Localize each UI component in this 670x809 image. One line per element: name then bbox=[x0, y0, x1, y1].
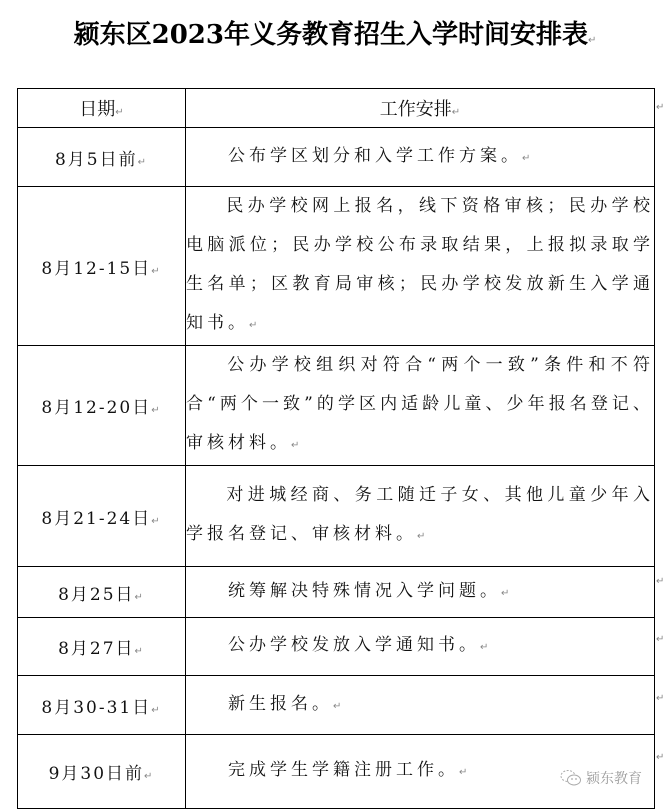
date-cell bbox=[18, 567, 186, 618]
work-text: 公办学校发放入学通知书。 bbox=[228, 635, 480, 655]
header-work-label: 工作安排 bbox=[379, 99, 452, 120]
paragraph-mark-icon: ↵ bbox=[459, 767, 472, 778]
table-row bbox=[18, 346, 655, 466]
table-row bbox=[18, 618, 655, 676]
date-text: 8月12-20日 bbox=[41, 398, 152, 418]
paragraph-mark-icon: ↵ bbox=[333, 700, 346, 712]
title-text: 颍东区2023年义务教育招生入学时间安排表 bbox=[73, 20, 588, 50]
work-text: 对进城经商、务工随迁子女、其他儿童少年入学报名登记、审核材料。 bbox=[186, 485, 654, 544]
schedule-table bbox=[17, 88, 655, 809]
date-text: 8月25日 bbox=[58, 584, 135, 605]
date-cell bbox=[18, 466, 186, 567]
date-text: 8月21-24日 bbox=[41, 508, 152, 529]
date-cell bbox=[18, 676, 186, 735]
paragraph-mark-icon: ↵ bbox=[134, 646, 145, 657]
date-cell bbox=[18, 128, 186, 187]
work-text: 民办学校网上报名，线下资格审核；民办学校电脑派位；民办学校公布录取结果，上报拟录取学生名单；区教育局审核；民办学校发放新生入学通知书。 bbox=[186, 196, 654, 333]
table-row bbox=[18, 466, 655, 567]
work-cell bbox=[186, 346, 655, 466]
row-end-mark-icon: ↵ bbox=[656, 576, 665, 587]
page-title bbox=[0, 14, 670, 51]
work-cell bbox=[186, 567, 655, 618]
work-text: 统筹解决特殊情况入学问题。 bbox=[228, 580, 501, 601]
table-row bbox=[18, 567, 655, 618]
paragraph-mark-icon: ↵ bbox=[137, 156, 149, 168]
watermark-text: 颍东教育 bbox=[586, 771, 642, 787]
date-cell bbox=[18, 187, 186, 346]
work-cell bbox=[186, 466, 655, 567]
date-text: 9月30日前 bbox=[48, 764, 145, 784]
table-row bbox=[18, 128, 655, 187]
paragraph-mark-icon: ↵ bbox=[151, 704, 162, 716]
paragraph-mark-icon: ↵ bbox=[249, 320, 262, 331]
date-text: 8月12-15日 bbox=[41, 258, 152, 279]
paragraph-mark-icon: ↵ bbox=[134, 591, 145, 603]
work-text: 公布学区划分和入学工作方案。 bbox=[228, 145, 522, 166]
date-cell bbox=[18, 346, 186, 466]
work-cell bbox=[186, 128, 655, 187]
date-text: 8月27日 bbox=[58, 639, 135, 659]
paragraph-mark-icon: ↵ bbox=[522, 152, 535, 164]
row-end-mark-icon: ↵ bbox=[656, 102, 665, 113]
paragraph-mark-icon: ↵ bbox=[291, 440, 304, 451]
paragraph-mark-icon: ↵ bbox=[451, 107, 461, 118]
paragraph-mark-icon: ↵ bbox=[144, 771, 155, 782]
date-cell bbox=[18, 618, 186, 676]
paragraph-mark-icon: ↵ bbox=[417, 531, 430, 542]
row-end-mark-icon: ↵ bbox=[656, 752, 665, 763]
paragraph-mark-icon: ↵ bbox=[151, 265, 162, 277]
date-text: 8月5日前 bbox=[54, 149, 138, 170]
paragraph-mark-icon: ↵ bbox=[501, 587, 514, 599]
work-text: 新生报名。 bbox=[228, 693, 333, 714]
date-cell bbox=[18, 735, 186, 809]
header-date-label: 日期 bbox=[79, 99, 116, 120]
work-text: 完成学生学籍注册工作。 bbox=[228, 760, 459, 780]
watermark bbox=[560, 768, 642, 788]
table-row bbox=[18, 735, 655, 809]
wechat-icon bbox=[560, 770, 582, 786]
paragraph-mark-icon: ↵ bbox=[151, 515, 162, 527]
table-row bbox=[18, 187, 655, 346]
work-cell bbox=[186, 618, 655, 676]
work-cell bbox=[186, 187, 655, 346]
paragraph-mark-icon: ↵ bbox=[587, 35, 597, 46]
table-header-row bbox=[18, 89, 655, 128]
date-text: 8月30-31日 bbox=[41, 697, 152, 718]
work-text: 公办学校组织对符合“两个一致”条件和不符合“两个一致”的学区内适龄儿童、少年报名登记、审核材料。 bbox=[186, 355, 654, 453]
paragraph-mark-icon: ↵ bbox=[115, 107, 124, 118]
table-row bbox=[18, 676, 655, 735]
paragraph-mark-icon: ↵ bbox=[151, 405, 162, 416]
row-end-mark-icon: ↵ bbox=[656, 693, 665, 704]
header-work bbox=[186, 89, 655, 128]
header-date bbox=[18, 89, 186, 128]
paragraph-mark-icon: ↵ bbox=[480, 642, 493, 653]
work-cell bbox=[186, 676, 655, 735]
row-end-mark-icon: ↵ bbox=[656, 634, 665, 645]
